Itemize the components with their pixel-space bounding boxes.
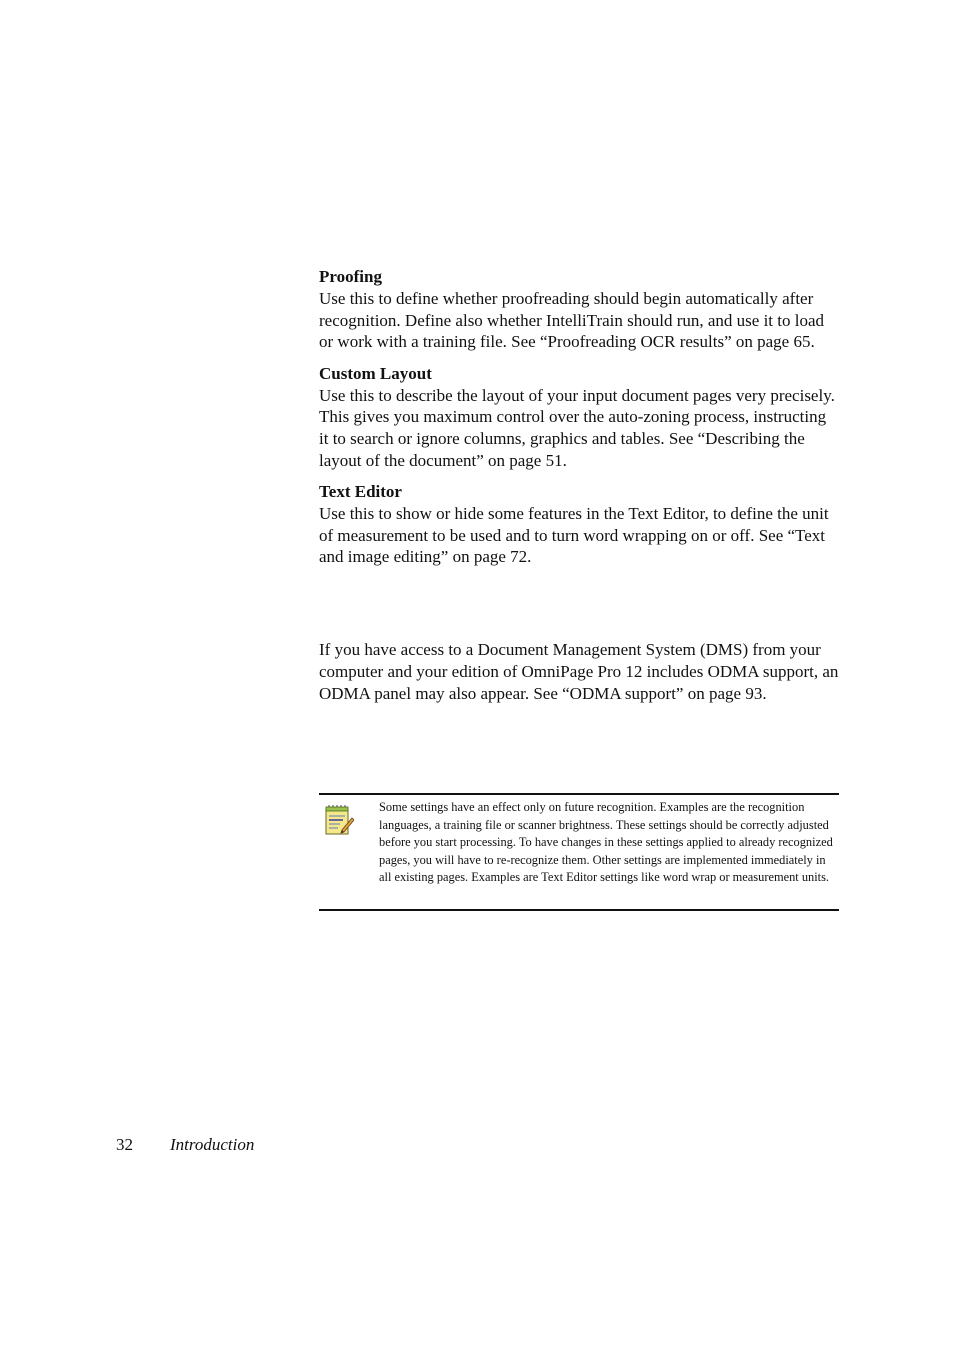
section-text-editor (319, 481, 839, 568)
section-custom-layout (319, 363, 839, 471)
section-body: Use this to define whether proofreading should begin automatically after recognition. Define also whether IntelliTrain should run, and use it to load or work with a training file. See “Proofreading OCR results” on page 65. (319, 289, 825, 352)
page-number: 32 (116, 1135, 133, 1154)
notepad-pencil-icon (324, 804, 354, 836)
settings-sections (319, 266, 839, 578)
note-box (319, 793, 839, 911)
section-heading: Proofing (319, 267, 382, 286)
chapter-title: Introduction (170, 1135, 255, 1154)
section-body: Use this to describe the layout of your input document pages very precisely. This gives you maximum control over the auto-zoning process, instructing it to search or ignore columns, graphics and tables. See “Describing the layout of the document” on page 51. (319, 385, 835, 470)
note-text: Some settings have an effect only on future recognition. Examples are the recognition languages, a training file or scanner brightness. These settings should be correctly adjusted before you start processing. To have changes in these settings applied to already recognized pages, you will have to re-recognize them. Other settings are implemented immediately in all existing pages. Examples are Text Editor settings like word wrap or measurement units. (379, 800, 833, 885)
section-heading: Text Editor (319, 482, 402, 502)
section-proofing (319, 266, 839, 353)
section-heading: Custom Layout (319, 363, 432, 383)
dms-paragraph: If you have access to a Document Management System (DMS) from your computer and your edition of OmniPage Pro 12 includes ODMA support, an ODMA panel may also appear. See “ODMA support” on page 93. (319, 640, 839, 703)
section-body: Use this to show or hide some features in the Text Editor, to define the unit of measurement to be used and to turn word wrapping on or off. See “Text and image editing” on page 72. (319, 504, 829, 567)
